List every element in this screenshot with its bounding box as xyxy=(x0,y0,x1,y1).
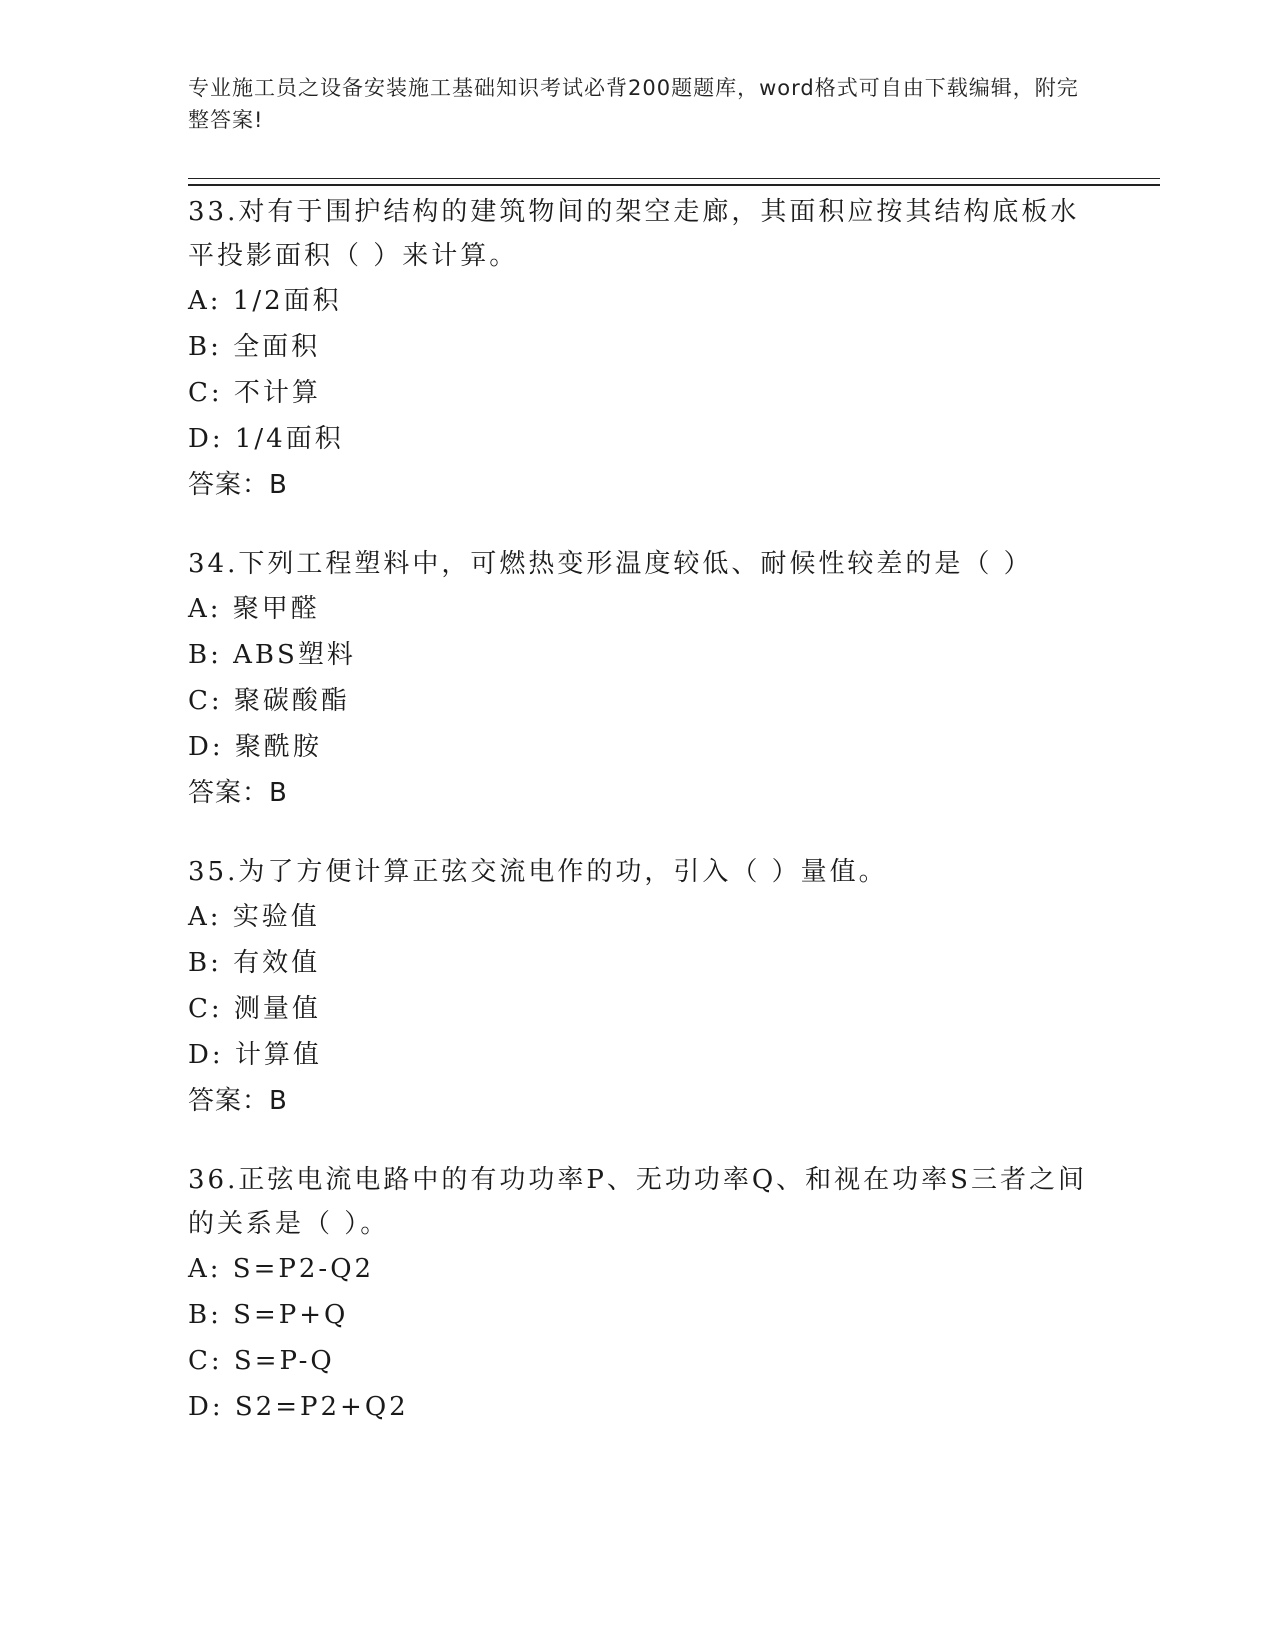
option-b: B: 全面积 xyxy=(188,332,321,362)
option-b: B: 有效值 xyxy=(188,948,321,978)
option-b: B: ABS塑料 xyxy=(188,640,356,670)
question-stem: 34.下列工程塑料中，可燃热变形温度较低、耐候性较差的是（ ） xyxy=(188,549,1033,579)
option-d: D: S2=P2+Q2 xyxy=(188,1392,409,1422)
option-a: A: S=P2-Q2 xyxy=(188,1254,375,1284)
question-35 xyxy=(188,850,1088,1124)
option-a: A: 1/2面积 xyxy=(188,286,342,316)
option-c: C: 测量值 xyxy=(188,994,321,1024)
answer-line: 答案：B xyxy=(188,778,288,808)
option-d: D: 1/4面积 xyxy=(188,424,344,454)
option-d: D: 计算值 xyxy=(188,1040,322,1070)
question-stem: 35.为了方便计算正弦交流电作的功，引入（ ）量值。 xyxy=(188,857,888,887)
question-34 xyxy=(188,542,1088,816)
question-list xyxy=(188,190,1088,1464)
question-stem: 36.正弦电流电路中的有功功率P、无功功率Q、和视在功率S三者之间的关系是（ ）。 xyxy=(188,1165,1087,1239)
option-a: A: 聚甲醛 xyxy=(188,594,320,624)
option-a: A: 实验值 xyxy=(188,902,320,932)
question-36 xyxy=(188,1158,1088,1430)
answer-line: 答案：B xyxy=(188,470,288,500)
answer-line: 答案：B xyxy=(188,1086,288,1116)
page-header: 专业施工员之设备安装施工基础知识考试必背200题题库，word格式可自由下载编辑，附完整答案! xyxy=(188,76,1079,132)
option-c: C: 聚碳酸酯 xyxy=(188,686,350,716)
header-divider xyxy=(188,178,1160,186)
question-33 xyxy=(188,190,1088,508)
option-b: B: S=P+Q xyxy=(188,1300,349,1330)
option-c: C: S=P-Q xyxy=(188,1346,335,1376)
question-stem: 33.对有于围护结构的建筑物间的架空走廊，其面积应按其结构底板水平投影面积（ ）来计算。 xyxy=(188,197,1080,271)
option-c: C: 不计算 xyxy=(188,378,321,408)
option-d: D: 聚酰胺 xyxy=(188,732,322,762)
